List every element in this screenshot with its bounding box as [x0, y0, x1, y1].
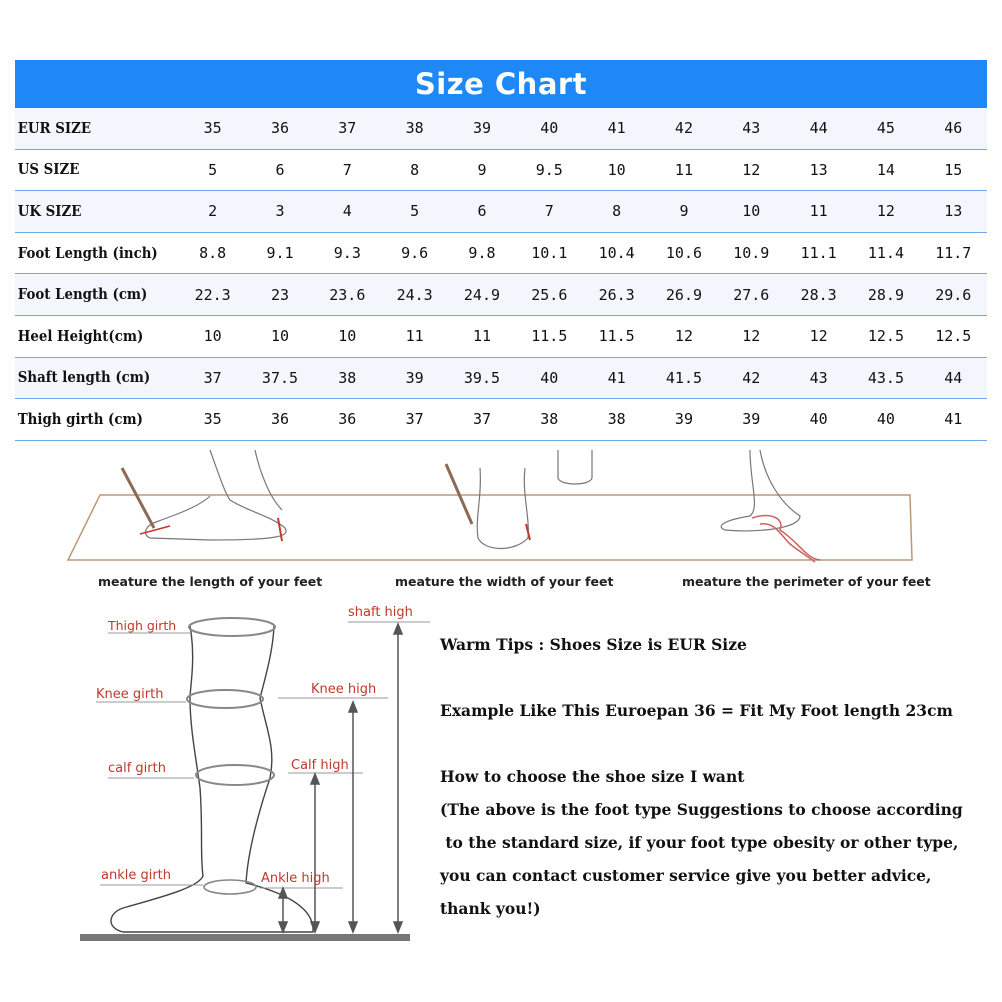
- table-row: [15, 399, 987, 441]
- table-cell: 11.5: [531, 327, 568, 346]
- table-cell: 9.5: [535, 160, 563, 179]
- table-cell: 39: [742, 410, 761, 429]
- table-cell: 8: [410, 160, 420, 179]
- table-cell: 23: [270, 285, 290, 304]
- table-cell: 6: [275, 160, 285, 179]
- row-label: US SIZE: [17, 161, 80, 179]
- table-cell: 11: [472, 327, 491, 346]
- table-cell: 8: [612, 202, 622, 221]
- table-cell: 12: [674, 327, 693, 346]
- table-cell: 9.1: [266, 244, 294, 263]
- table-cell: 24.9: [463, 285, 501, 304]
- table-cell: 45: [876, 119, 895, 138]
- table-cell: 36: [338, 410, 357, 429]
- table-cell: 40: [809, 410, 828, 429]
- table-cell: 9.8: [468, 244, 496, 263]
- table-row: [15, 191, 987, 233]
- table-cell: 10.4: [598, 244, 635, 263]
- table-cell: 41: [607, 368, 626, 387]
- table-cell: 7: [342, 160, 352, 179]
- measure-perimeter-caption: meature the perimeter of your feet: [682, 574, 931, 589]
- table-cell: 12: [876, 202, 895, 221]
- row-label: Foot Length (cm): [17, 286, 148, 304]
- table-cell: 40: [540, 119, 559, 138]
- table-cell: 7: [544, 202, 554, 221]
- table-cell: 10.1: [531, 244, 568, 263]
- table-cell: 44: [944, 368, 963, 387]
- table-cell: 9.3: [333, 244, 361, 263]
- table-row: [15, 233, 987, 275]
- calf-high-label: Calf high: [291, 758, 349, 773]
- table-cell: 43.5: [867, 368, 904, 387]
- table-cell: 36: [270, 410, 290, 429]
- table-cell: 22.3: [194, 285, 231, 304]
- table-cell: 37.5: [261, 368, 299, 387]
- table-cell: 11: [674, 160, 693, 179]
- table-cell: 39: [674, 410, 693, 429]
- tips-line-5: to the standard size, if your foot type obesity or other type,: [440, 833, 959, 852]
- table-row: [15, 274, 987, 316]
- table-cell: 41.5: [665, 368, 703, 387]
- table-cell: 9: [679, 202, 689, 221]
- row-label: Shaft length (cm): [17, 369, 151, 387]
- table-cell: 35: [203, 119, 222, 138]
- table-cell: 28.9: [867, 285, 904, 304]
- table-cell: 10.9: [733, 244, 770, 263]
- tips-line-7: thank you!): [440, 899, 541, 918]
- table-cell: 10: [742, 202, 761, 221]
- table-cell: 9.6: [401, 244, 429, 263]
- table-cell: 11.7: [935, 244, 972, 263]
- table-row: [15, 150, 987, 192]
- table-cell: 26.9: [665, 285, 703, 304]
- table-cell: 2: [208, 202, 218, 221]
- row-label: Foot Length (inch): [17, 244, 158, 262]
- table-cell: 11: [809, 202, 828, 221]
- table-cell: 26.3: [598, 285, 635, 304]
- table-row: [15, 108, 987, 150]
- measure-length-caption: meature the length of your feet: [98, 574, 323, 589]
- table-cell: 39: [405, 368, 424, 387]
- table-cell: 38: [540, 410, 559, 429]
- ankle-high-label: Ankle high: [261, 871, 330, 886]
- row-label: Thigh girth (cm): [17, 410, 143, 428]
- table-cell: 43: [809, 368, 828, 387]
- table-cell: 37: [338, 119, 357, 138]
- table-cell: 10: [338, 327, 357, 346]
- table-cell: 37: [472, 410, 491, 429]
- table-cell: 38: [338, 368, 357, 387]
- table-cell: 28.3: [800, 285, 837, 304]
- table-cell: 4: [342, 202, 352, 221]
- row-label: EUR SIZE: [17, 119, 92, 137]
- warm-tips: [440, 628, 996, 925]
- table-cell: 12: [742, 160, 761, 179]
- table-cell: 3: [275, 202, 285, 221]
- tips-line-1: Warm Tips : Shoes Size is EUR Size: [440, 635, 747, 654]
- table-row: [15, 316, 987, 358]
- table-cell: 24.3: [396, 285, 433, 304]
- table-cell: 40: [540, 368, 559, 387]
- row-label: UK SIZE: [17, 202, 82, 220]
- table-cell: 27.6: [733, 285, 770, 304]
- table-cell: 11.5: [598, 327, 635, 346]
- table-cell: 15: [944, 160, 963, 179]
- knee-high-label: Knee high: [311, 682, 377, 697]
- table-cell: 14: [876, 160, 895, 179]
- table-cell: 36: [270, 119, 290, 138]
- table-cell: 43: [742, 119, 761, 138]
- tips-line-2: Example Like This Euroepan 36 = Fit My Foot length 23cm: [440, 701, 953, 720]
- table-cell: 29.6: [935, 285, 972, 304]
- tips-line-4: (The above is the foot type Suggestions to choose according: [440, 800, 963, 819]
- table-cell: 38: [607, 410, 626, 429]
- tips-line-6: you can contact customer service give you better advice,: [440, 866, 932, 885]
- size-chart-table: [15, 60, 987, 441]
- table-cell: 38: [405, 119, 424, 138]
- table-cell: 12: [809, 327, 828, 346]
- table-cell: 42: [742, 368, 761, 387]
- table-cell: 37: [405, 410, 424, 429]
- ankle-girth-label: ankle girth: [101, 868, 172, 883]
- table-cell: 13: [809, 160, 828, 179]
- table-cell: 8.8: [199, 244, 227, 263]
- foot-measure-section: [60, 448, 930, 598]
- table-cell: 11: [405, 327, 424, 346]
- table-cell: 40: [876, 410, 895, 429]
- table-cell: 9: [477, 160, 487, 179]
- table-cell: 11.4: [867, 244, 904, 263]
- table-cell: 35: [203, 410, 222, 429]
- leg-measure-diagram: [78, 598, 438, 948]
- table-cell: 10: [607, 160, 626, 179]
- table-cell: 13: [944, 202, 963, 221]
- table-cell: 10.6: [665, 244, 703, 263]
- shaft-high-label: shaft high: [348, 605, 413, 620]
- table-cell: 10: [270, 327, 290, 346]
- table-cell: 11.1: [800, 244, 837, 263]
- table-cell: 25.6: [531, 285, 568, 304]
- table-cell: 41: [607, 119, 626, 138]
- table-row: [15, 358, 987, 400]
- row-label: Heel Height(cm): [17, 327, 144, 345]
- table-cell: 10: [203, 327, 222, 346]
- calf-girth-label: calf girth: [108, 761, 166, 776]
- table-cell: 46: [944, 119, 963, 138]
- tips-line-3: How to choose the shoe size I want: [440, 767, 745, 786]
- knee-girth-label: Knee girth: [96, 687, 164, 702]
- thigh-girth-label: Thigh girth: [108, 618, 177, 633]
- table-cell: 5: [208, 160, 218, 179]
- table-cell: 41: [944, 410, 963, 429]
- table-cell: 12.5: [867, 327, 904, 346]
- table-cell: 23.6: [329, 285, 366, 304]
- table-cell: 37: [203, 368, 222, 387]
- measure-width-caption: meature the width of your feet: [395, 574, 614, 589]
- table-cell: 39.5: [463, 368, 501, 387]
- table-cell: 5: [410, 202, 420, 221]
- table-cell: 42: [674, 119, 693, 138]
- chart-title: Size Chart: [15, 60, 987, 108]
- foot-measure-illustration: [60, 448, 930, 573]
- table-cell: 12.5: [935, 327, 972, 346]
- table-cell: 12: [742, 327, 761, 346]
- table-body: [15, 108, 987, 441]
- table-cell: 6: [477, 202, 487, 221]
- table-cell: 39: [472, 119, 491, 138]
- table-cell: 44: [809, 119, 828, 138]
